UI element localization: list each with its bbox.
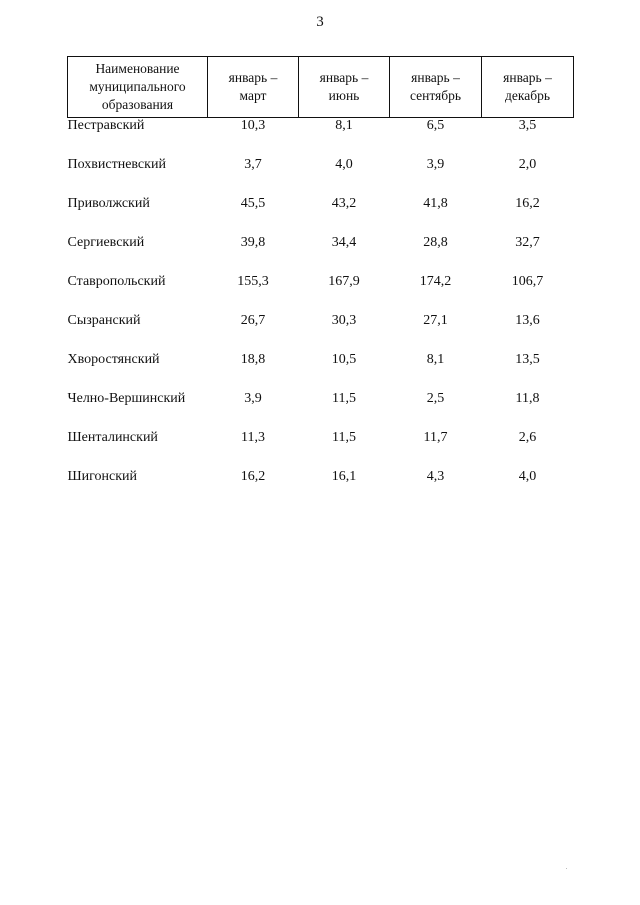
municipality-name-cell: Хворостянский — [67, 352, 160, 367]
value-cell: 18,8 — [240, 352, 266, 367]
page-number: 3 — [316, 14, 324, 30]
value-cell: 13,5 — [515, 352, 540, 367]
municipality-name-cell: Сергиевский — [67, 235, 145, 250]
header-name-line: муниципального — [89, 79, 186, 94]
value-cell: 30,3 — [331, 313, 357, 328]
municipal-table-container — [67, 56, 573, 508]
table-row — [68, 274, 574, 313]
value-cell: 2,5 — [426, 391, 445, 406]
municipality-name-cell: Челно-Вершинский — [67, 391, 186, 406]
municipality-name-cell: Сызранский — [67, 313, 141, 328]
value-cell: 32,7 — [515, 235, 540, 250]
value-cell: 11,8 — [515, 391, 540, 406]
value-cell: 41,8 — [423, 196, 448, 211]
municipality-name-cell: Приволжский — [67, 196, 150, 211]
value-cell: 3,5 — [518, 118, 537, 133]
value-cell: 13,6 — [515, 313, 540, 328]
value-cell: 2,0 — [518, 157, 537, 172]
value-cell: 16,2 — [240, 469, 266, 484]
table-header — [68, 57, 574, 118]
value-cell: 16,2 — [515, 196, 540, 211]
value-cell: 11,3 — [241, 430, 265, 445]
value-cell: 45,5 — [240, 196, 266, 211]
value-cell: 4,3 — [426, 469, 445, 484]
value-cell: 4,0 — [518, 469, 537, 484]
value-cell: 2,6 — [518, 430, 537, 445]
value-cell: 3,9 — [244, 391, 262, 406]
municipality-name-cell: Пестравский — [67, 118, 145, 133]
value-cell: 43,2 — [331, 196, 357, 211]
value-cell: 16,1 — [331, 469, 357, 484]
value-cell: 6,5 — [426, 118, 445, 133]
value-cell: 11,5 — [332, 391, 356, 406]
municipal-table — [67, 56, 574, 508]
header-period-line: январь – — [503, 70, 552, 85]
header-period-cell — [208, 57, 299, 118]
value-cell: 34,4 — [331, 235, 357, 250]
value-cell: 28,8 — [423, 235, 448, 250]
value-cell: 155,3 — [237, 274, 269, 289]
table-row — [68, 352, 574, 391]
header-period-cell — [299, 57, 390, 118]
municipality-name-cell: Шенталинский — [67, 430, 158, 445]
header-period-line: март — [239, 88, 267, 103]
table-row — [68, 391, 574, 430]
header-period-line: январь – — [319, 70, 369, 85]
municipality-name-cell: Шигонский — [67, 469, 138, 484]
table-row — [68, 118, 574, 158]
header-period-line: декабрь — [505, 88, 550, 103]
table-body — [68, 118, 574, 509]
header-period-line: январь – — [228, 70, 278, 85]
value-cell: 3,7 — [244, 157, 262, 172]
value-cell: 39,8 — [240, 235, 266, 250]
value-cell: 167,9 — [328, 274, 360, 289]
value-cell: 26,7 — [240, 313, 266, 328]
table-row — [68, 313, 574, 352]
header-period-cell — [390, 57, 482, 118]
municipality-name-cell: Похвистневский — [67, 157, 166, 172]
table-row — [68, 196, 574, 235]
value-cell: 11,5 — [332, 430, 356, 445]
value-cell: 8,1 — [426, 352, 445, 367]
header-row — [68, 57, 574, 118]
scan-artifact-dot — [566, 868, 567, 869]
header-name-line: образования — [101, 97, 174, 112]
table-row — [68, 157, 574, 196]
value-cell: 27,1 — [423, 313, 448, 328]
header-period-line: июнь — [328, 88, 360, 103]
header-period-cell — [482, 57, 574, 118]
value-cell: 4,0 — [335, 157, 353, 172]
table-row — [68, 469, 574, 508]
value-cell: 10,5 — [331, 352, 357, 367]
table-row — [68, 430, 574, 469]
value-cell: 174,2 — [419, 274, 452, 289]
table-row — [68, 235, 574, 274]
header-period-line: январь – — [411, 70, 460, 85]
value-cell: 11,7 — [423, 430, 448, 445]
header-name-cell — [68, 57, 208, 118]
value-cell: 3,9 — [426, 157, 445, 172]
value-cell: 10,3 — [240, 118, 266, 133]
header-name-line: Наименование — [95, 61, 180, 76]
header-period-line: сентябрь — [409, 88, 462, 103]
municipality-name-cell: Ставропольский — [67, 274, 166, 289]
value-cell: 106,7 — [511, 274, 544, 289]
value-cell: 8,1 — [335, 118, 353, 133]
